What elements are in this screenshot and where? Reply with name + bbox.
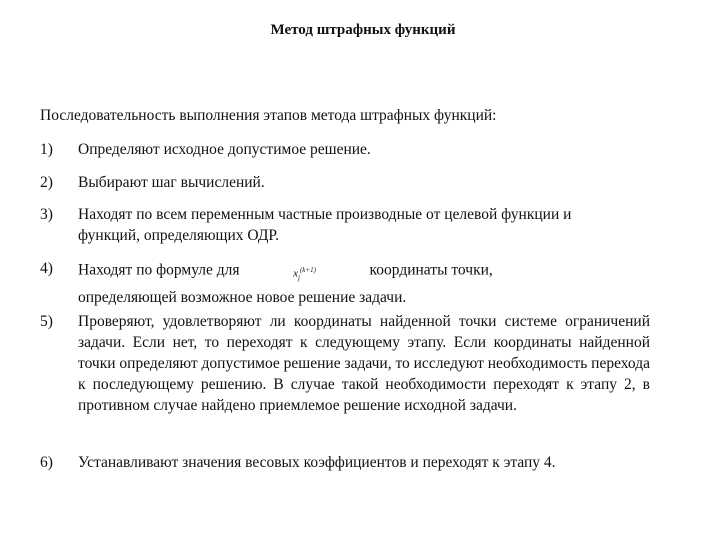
list-item	[40, 172, 650, 193]
step-text-line: определяющей возможное новое решение задачи.	[78, 288, 407, 306]
formula-subscript: j	[298, 273, 300, 282]
page-title: Метод штрафных функций	[270, 22, 456, 38]
step-text-before: Находят по формуле для	[78, 261, 240, 279]
step-number: 3)	[40, 206, 53, 223]
list-item	[40, 311, 650, 416]
step-text: Проверяют, удовлетворяют ли координаты найденной точки системе ограничений задачи. Если нет, то переходят к следующему этапу. Если координаты найденной точки определяют допустимое решение задачи, то исследуют необходимость перехода к последующему решению. В случае такой необходимости переходят к этапу 2, в противном случае найдено приемлемое решение исходной задачи.	[78, 313, 651, 414]
formula	[240, 260, 370, 289]
step-text-line	[78, 258, 650, 287]
step-text-line: Находят по всем переменным частные производные от целевой функции и	[78, 206, 572, 223]
step-text-after: координаты точки,	[369, 261, 493, 279]
step-number: 5)	[40, 313, 53, 330]
step-text-line: функций, определяющих ОДР.	[78, 227, 279, 244]
step-number: 4)	[40, 260, 53, 277]
step-text: Определяют исходное допустимое решение.	[78, 141, 371, 158]
list-item	[40, 204, 650, 246]
step-number: 2)	[40, 174, 53, 191]
list-item	[40, 139, 650, 160]
formula-base: x	[293, 267, 299, 280]
step-text: Выбирают шаг вычислений.	[78, 174, 265, 191]
formula-superscript: (k+1)	[299, 266, 316, 274]
intro-text: Последовательность выполнения этапов метода штрафных функций:	[40, 107, 497, 124]
step-number: 6)	[40, 454, 53, 471]
list-item	[40, 452, 650, 473]
step-number: 1)	[40, 141, 53, 158]
step-text: Устанавливают значения весовых коэффициентов и переходят к этапу 4.	[78, 454, 556, 471]
list-item	[40, 258, 650, 308]
